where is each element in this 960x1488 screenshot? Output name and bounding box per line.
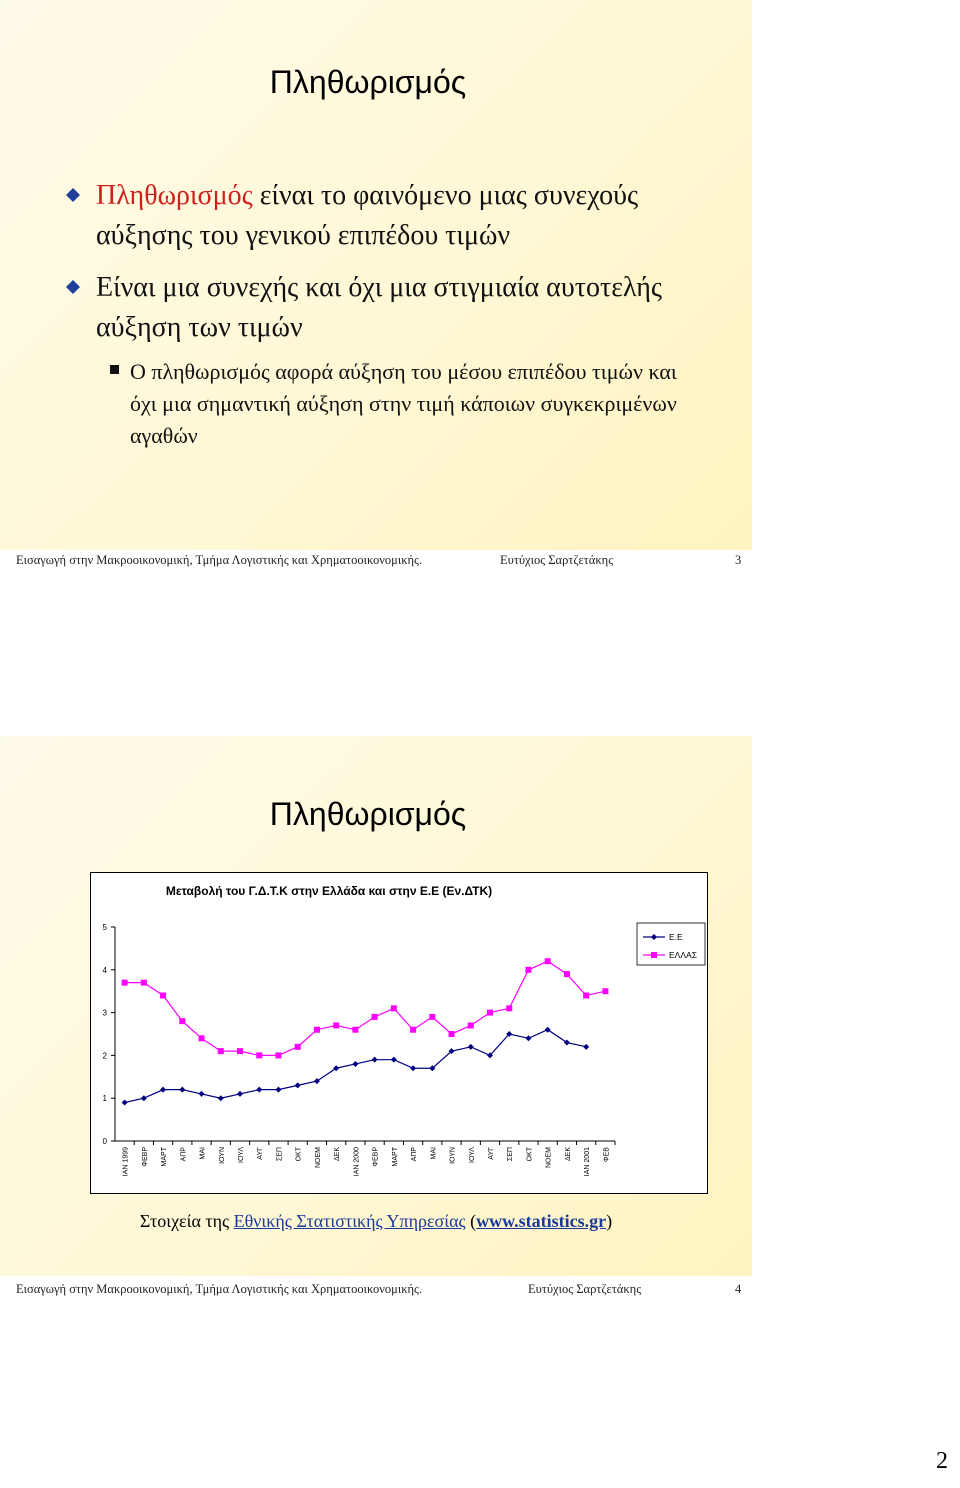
x-tick-label: ΝΟΕΜ: [545, 1147, 553, 1168]
inflation-chart: [90, 872, 708, 1194]
x-tick-label: ΙΑΝ 2001: [584, 1147, 592, 1177]
bullet-text: είναι το φαινόμενο μιας συνεχούς αύξησης του γενικού επιπέδου τιμών: [96, 180, 639, 251]
slide-footer: [0, 1282, 752, 1302]
data-point: [449, 1031, 455, 1037]
square-bullet-icon: [110, 365, 119, 374]
data-point: [141, 1095, 147, 1101]
source-url-link[interactable]: www.statistics.gr: [476, 1211, 607, 1231]
data-point: [160, 992, 166, 998]
highlight-term: Πληθωρισμός: [96, 180, 253, 211]
data-point: [160, 1087, 166, 1093]
footer-course: Εισαγωγή στην Μακροοικονομική, Τμήμα Λογιστικής και Χρηματοοικονομικής.: [16, 553, 423, 567]
x-tick-label: ΙΟΥΝ: [449, 1147, 457, 1164]
slide-title: Πληθωρισμός: [269, 64, 467, 100]
x-tick-label: ΟΚΤ: [295, 1147, 303, 1162]
data-point: [352, 1027, 358, 1033]
legend-label: Ε.Ε: [669, 932, 683, 942]
data-point: [179, 1018, 185, 1024]
data-point: [256, 1087, 262, 1093]
data-point: [256, 1052, 262, 1058]
data-point: [275, 1052, 281, 1058]
x-tick-label: ΑΥΓ: [488, 1147, 495, 1160]
source-prefix: Στοιχεία της: [139, 1211, 234, 1231]
x-tick-label: ΑΥΓ: [257, 1147, 265, 1160]
data-point: [372, 1014, 378, 1020]
data-point: [218, 1048, 224, 1054]
y-tick-label: 3: [102, 1008, 107, 1018]
bullet-list: [66, 176, 706, 452]
chart-canvas: [91, 873, 707, 1193]
series-line: [125, 961, 606, 1055]
x-tick-label: ΙΑΝ 1999: [122, 1147, 130, 1177]
data-point: [333, 1022, 339, 1028]
data-point: [525, 967, 531, 973]
slide-title: Πληθωρισμός: [269, 796, 467, 832]
data-point: [525, 1035, 531, 1041]
data-point: [314, 1027, 320, 1033]
data-point: [199, 1035, 205, 1041]
slide-footer: [0, 553, 752, 573]
x-tick-label: ΦΕΒΡ: [372, 1147, 380, 1167]
footer-author: Ευτύχιος Σαρτζετάκης: [500, 553, 614, 567]
data-point: [564, 971, 570, 977]
legend-marker: [651, 952, 657, 958]
data-point: [352, 1061, 358, 1067]
data-point: [372, 1057, 378, 1063]
footer-author: Ευτύχιος Σαρτζετάκης: [528, 1282, 642, 1296]
x-tick-label: ΙΟΥΛ: [238, 1147, 245, 1163]
data-point: [179, 1087, 185, 1093]
diamond-bullet-icon: [66, 280, 80, 294]
x-tick-label: ΔΕΚ: [564, 1147, 572, 1162]
data-point: [391, 1005, 397, 1011]
diamond-bullet-icon: [66, 188, 80, 202]
sub-bullet-item: [66, 356, 706, 452]
page-number: 2: [936, 1448, 948, 1474]
data-point: [199, 1091, 205, 1097]
data-point: [410, 1027, 416, 1033]
data-point: [429, 1014, 435, 1020]
y-tick-label: 5: [102, 923, 107, 932]
x-tick-label: ΝΟΕΜ: [314, 1147, 322, 1168]
x-tick-label: ΜΑΙ: [199, 1147, 207, 1160]
bullet-item: [66, 176, 706, 256]
x-tick-label: ΜΑΙ: [430, 1147, 438, 1160]
x-tick-label: ΜΑΡΤ: [161, 1147, 169, 1167]
chart-title: Μεταβολή του Γ.Δ.Τ.Κ στην Ελλάδα και στην Ε.Ε (Εν.ΔΤΚ): [165, 884, 493, 898]
bullet-item: [66, 268, 706, 348]
data-point: [487, 1010, 493, 1016]
x-tick-label: ΙΑΝ 2000: [353, 1147, 361, 1177]
source-agency-link[interactable]: Εθνικής Στατιστικής Υπηρεσίας: [233, 1211, 466, 1231]
data-point: [545, 958, 551, 964]
x-tick-label: ΟΚΤ: [526, 1147, 534, 1162]
slide-3: [0, 0, 752, 550]
data-point: [237, 1091, 243, 1097]
x-tick-label: ΙΟΥΝ: [218, 1147, 226, 1164]
data-point: [602, 988, 608, 994]
source-middle: (: [465, 1211, 477, 1231]
x-tick-label: ΑΠΡ: [180, 1147, 188, 1162]
x-tick-label: ΔΕΚ: [334, 1147, 342, 1162]
legend-label: ΕΛΛΑΣ: [669, 950, 697, 960]
footer-course: Εισαγωγή στην Μακροοικονομική, Τμήμα Λογιστικής και Χρηματοοικονομικής.: [16, 1282, 423, 1296]
x-tick-label: ΣΕΠ: [507, 1147, 515, 1162]
x-tick-label: ΦΕΒΡ: [141, 1147, 149, 1167]
x-tick-label: ΦΕΒ: [603, 1147, 611, 1162]
data-point: [122, 980, 128, 986]
data-point: [391, 1057, 397, 1063]
source-note: [0, 1211, 752, 1232]
x-tick-label: ΜΑΡΤ: [391, 1147, 399, 1167]
data-point: [295, 1082, 301, 1088]
data-point: [583, 992, 589, 998]
data-point: [468, 1022, 474, 1028]
x-tick-label: ΙΟΥΛ: [468, 1147, 476, 1163]
data-point: [506, 1005, 512, 1011]
sub-bullet-text: Ο πληθωρισμός αφορά αύξηση του μέσου επιπέδου τιμών και όχι μια σημαντική αύξηση στην τιμή κάποιων συγκεκριμένων αγαθών: [130, 359, 677, 448]
data-point: [237, 1048, 243, 1054]
y-tick-label: 1: [102, 1094, 107, 1104]
source-suffix: ): [606, 1211, 613, 1231]
data-point: [218, 1095, 224, 1101]
data-point: [141, 980, 147, 986]
x-tick-label: ΣΕΠ: [276, 1147, 284, 1162]
footer-slide-number: 4: [735, 1282, 742, 1296]
x-tick-label: ΑΠΡ: [411, 1147, 419, 1162]
data-point: [275, 1087, 281, 1093]
data-point: [295, 1044, 301, 1050]
data-point: [468, 1044, 474, 1050]
data-point: [122, 1099, 128, 1105]
y-tick-label: 0: [102, 1137, 107, 1146]
y-tick-label: 4: [102, 965, 107, 975]
footer-slide-number: 3: [735, 553, 742, 567]
bullet-text: Είναι μια συνεχής και όχι μια στιγμιαία αυτοτελής αύξηση των τιμών: [96, 272, 663, 343]
data-point: [583, 1044, 589, 1050]
y-tick-label: 2: [102, 1051, 107, 1061]
data-point: [410, 1065, 416, 1071]
